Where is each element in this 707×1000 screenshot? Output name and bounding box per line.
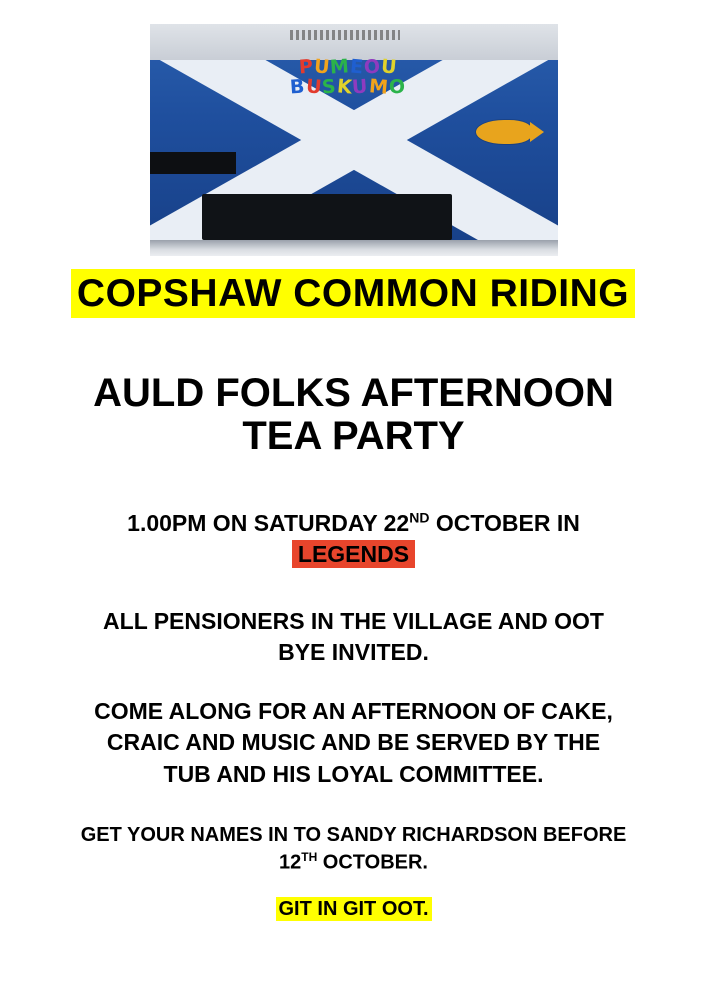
bunting-letter: P <box>297 55 315 79</box>
event-venue-line <box>40 539 667 570</box>
come-line-three: TUB AND HIS LOYAL COMMITTEE. <box>163 760 544 787</box>
dark-object-left <box>150 152 236 174</box>
event-time-line <box>40 508 667 539</box>
event-time-and-venue <box>40 508 667 570</box>
bunting-letter: M <box>368 75 390 99</box>
bunting-letter: K <box>335 75 354 99</box>
come-line-two: CRAIC AND MUSIC AND BE SERVED BY THE <box>106 729 601 756</box>
ceiling-banner-strip <box>150 24 558 60</box>
event-date-ordinal: ND <box>409 509 430 526</box>
bunting-letter: O <box>363 55 382 79</box>
invite-line-one: ALL PENSIONERS IN THE VILLAGE AND OOT <box>103 608 604 634</box>
bunting-letter: U <box>380 55 399 79</box>
poster-title <box>44 272 662 316</box>
floor-strip <box>150 240 558 256</box>
poster-headline <box>40 372 667 458</box>
fish-decoration-icon <box>476 120 532 144</box>
bunting-letter: U <box>304 75 323 99</box>
headline-line-one: AULD FOLKS AFTERNOON <box>93 371 614 415</box>
names-line-one: GET YOUR NAMES IN TO SANDY RICHARDSON BEFORE <box>80 824 627 846</box>
come-line-one: COME ALONG FOR AN AFTERNOON OF CAKE, <box>94 698 613 724</box>
closing-slogan <box>40 898 667 921</box>
bunting-letter: S <box>321 75 338 99</box>
bunting-letter: E <box>349 55 365 79</box>
come-along-paragraph <box>40 696 667 790</box>
bunting-letters-line-two <box>258 75 438 99</box>
bunting-letters-line-one <box>258 55 438 79</box>
deadline-month: OCTOBER. <box>317 851 428 874</box>
dark-object-bottom <box>202 194 452 240</box>
names-line-two <box>40 849 667 877</box>
bunting-letters <box>258 55 438 99</box>
bunting-letter: M <box>329 55 351 79</box>
bunting-letter: B <box>289 75 307 99</box>
closing-slogan-text: GIT IN GIT OOT. <box>276 897 432 921</box>
bunting-letter: O <box>387 75 407 99</box>
event-time-prefix: 1.00PM ON SATURDAY 22 <box>127 510 410 536</box>
names-deadline-paragraph <box>40 822 667 877</box>
bunting-letter: U <box>312 55 331 79</box>
event-time-suffix: OCTOBER IN <box>429 510 580 536</box>
headline-line-two: TEA PARTY <box>242 414 465 459</box>
deadline-day-ordinal: TH <box>301 850 318 865</box>
invite-paragraph <box>40 606 667 669</box>
poster-title-text: COPSHAW COMMON RIDING <box>71 269 635 318</box>
bunting-letter: U <box>351 75 370 99</box>
deadline-day-number: 12 <box>278 851 302 874</box>
event-venue: LEGENDS <box>292 540 415 568</box>
saltire-flag-photo <box>150 24 558 256</box>
invite-line-two: BYE INVITED. <box>278 639 429 666</box>
